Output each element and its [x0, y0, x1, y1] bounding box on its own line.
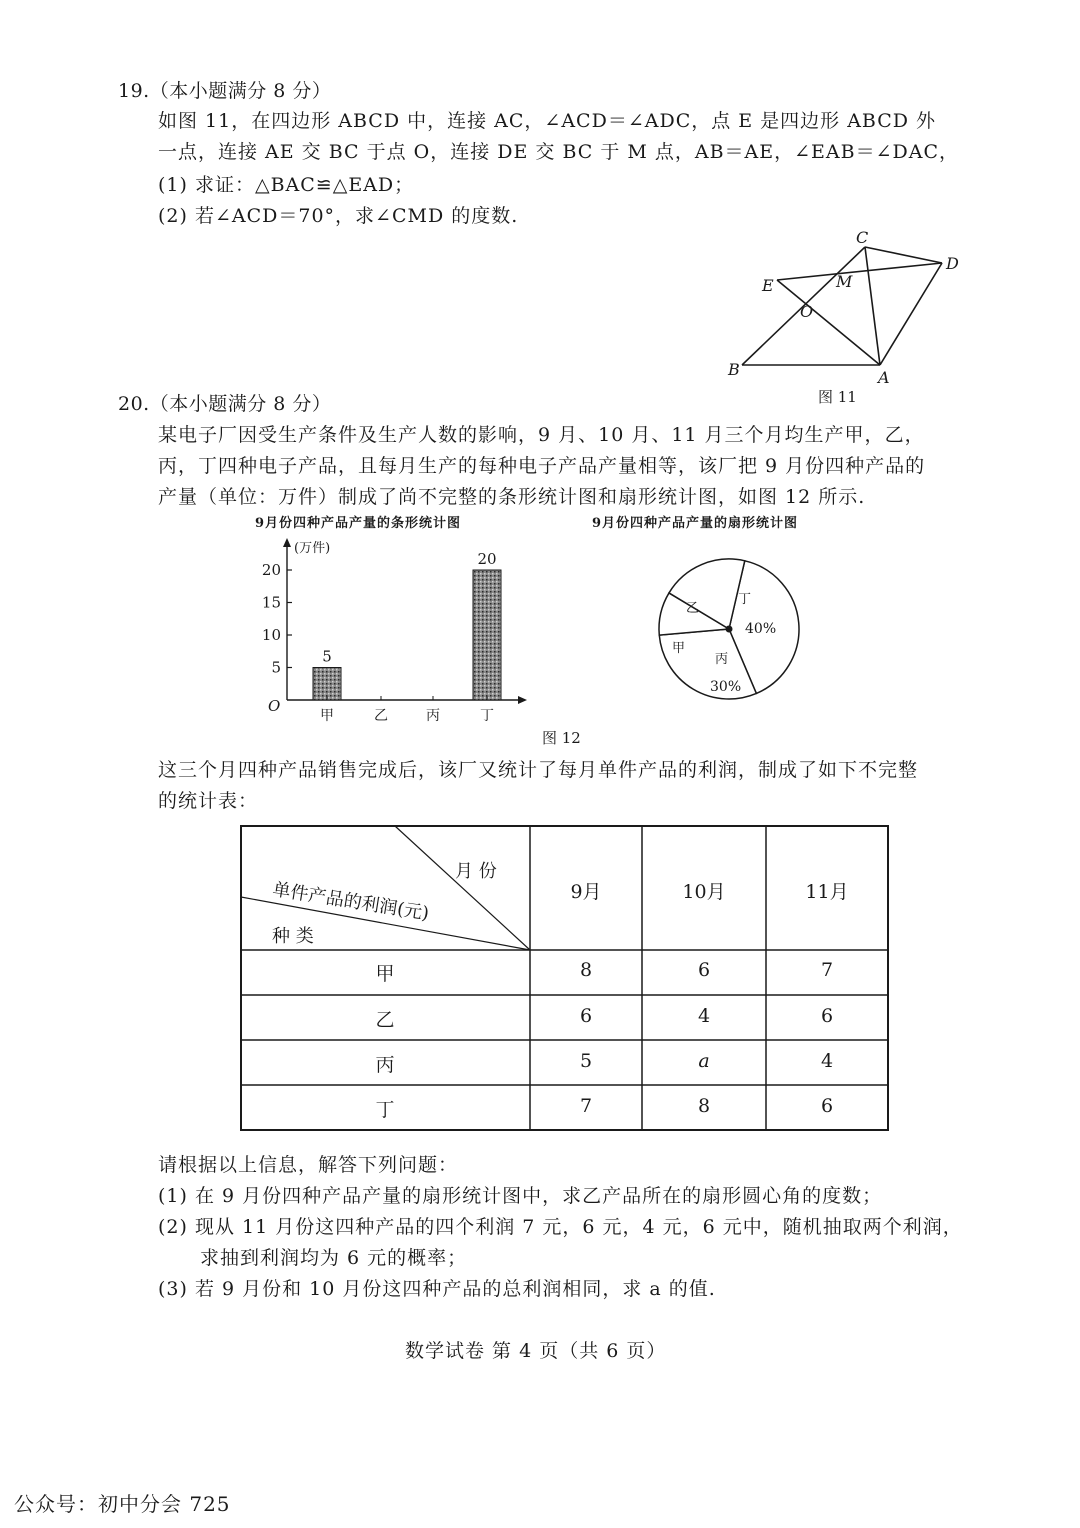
figure-11-caption: 图 11 [818, 388, 857, 406]
point-label-E: E [762, 276, 774, 295]
q19-header: 19.（本小题满分 8 分） [118, 80, 332, 102]
q20-ask: 请根据以上信息，解答下列问题： [158, 1154, 459, 1176]
pie-chart [650, 555, 810, 705]
q19-text-line2: 一点，连接 AE 交 BC 于点 O，连接 DE 交 BC 于 M 点，AB＝AE，∠EAB＝∠DAC， [158, 141, 960, 163]
table-cell: 4 [697, 1005, 711, 1027]
x-axis-arrow [518, 696, 527, 704]
point-label-D: D [946, 254, 959, 273]
column-header-sep: 9月 [570, 881, 602, 903]
point-label-C: C [856, 228, 869, 247]
corner-header-type: 种 类 [272, 926, 314, 947]
q20-after-chart-line2: 的统计表： [158, 790, 259, 812]
row-header-bing: 丙 [375, 1054, 395, 1076]
origin-label: O [268, 697, 281, 715]
column-header-oct: 10月 [682, 881, 726, 903]
x-category-label: 乙 [374, 708, 388, 724]
q20-header: 20.（本小题满分 8 分） [118, 393, 332, 415]
segment-DA [880, 263, 942, 365]
row-header-ding: 丁 [375, 1099, 395, 1121]
pie-percent-bing: 30% [710, 679, 742, 695]
table-cell: 7 [820, 959, 834, 981]
x-category-label: 甲 [320, 708, 334, 724]
x-category-label: 丙 [426, 708, 440, 724]
figure-11 [720, 225, 970, 405]
pie-chart-title: 9月份四种产品产量的扇形统计图 [592, 516, 799, 531]
table-cell-unknown-a: a [698, 1050, 710, 1072]
pie-label-ding: 丁 [738, 592, 752, 607]
table-cell: 4 [820, 1050, 834, 1072]
bar-chart-title: 9月份四种产品产量的条形统计图 [255, 516, 462, 531]
y-tick-label: 10 [261, 626, 281, 644]
q20-text-line1: 某电子厂因受生产条件及生产人数的影响，9 月、10 月、11 月三个月均生产甲，乙， [158, 424, 925, 446]
y-axis-unit-label: (万件) [294, 541, 331, 556]
q19-subquestion-1: (1) 求证：△BAC≌△EAD； [158, 174, 415, 196]
row-header-jia: 甲 [375, 963, 395, 985]
column-header-nov: 11月 [805, 881, 849, 903]
y-tick-label: 5 [271, 658, 281, 677]
y-tick-label: 20 [261, 561, 281, 579]
y-tick-label: 15 [261, 593, 281, 612]
q20-part-3: (3) 若 9 月份和 10 月份这四种产品的总利润相同，求 a 的值. [158, 1278, 716, 1300]
table-cell: 8 [697, 1095, 711, 1117]
point-label-A: A [878, 368, 890, 387]
pie-label-bing: 丙 [715, 652, 729, 667]
pie-percent-ding: 40% [745, 621, 777, 637]
point-label-O: O [800, 302, 814, 321]
table-cell: 6 [579, 1005, 593, 1027]
segment-ED [777, 263, 942, 280]
table-cell: 6 [697, 959, 711, 981]
table-cell: 6 [820, 1005, 834, 1027]
table-cell: 7 [579, 1095, 593, 1117]
row-header-yi: 乙 [375, 1009, 395, 1031]
q19-subquestion-2: (2) 若∠ACD＝70°，求∠CMD 的度数. [158, 205, 519, 227]
pie-center-dot [726, 626, 733, 633]
q20-text-line2: 丙，丁四种电子产品，且每月生产的每种电子产品产量相等，该厂把 9 月份四种产品的 [158, 455, 926, 477]
pie-label-jia: 甲 [672, 641, 686, 656]
corner-header-month: 月 份 [455, 861, 497, 882]
pie-label-yi: 乙 [686, 601, 700, 616]
page-footer: 数学试卷 第 4 页（共 6 页） [405, 1340, 667, 1362]
segment-EA [777, 280, 880, 365]
q20-part-1: (1) 在 9 月份四种产品产量的扇形统计图中，求乙产品所在的扇形圆心角的度数； [158, 1185, 883, 1207]
profit-table [240, 825, 889, 1131]
figure-12-caption: 图 12 [542, 729, 581, 747]
q20-part-2-line1: (2) 现从 11 月份这四种产品的四个利润 7 元，6 元，4 元，6 元中，随机抽取两个利润， [158, 1216, 963, 1238]
q19-text-line1: 如图 11，在四边形 ABCD 中，连接 AC，∠ACD＝∠ADC，点 E 是四边形 ABCD 外 [158, 110, 937, 132]
y-axis-arrow [283, 538, 291, 547]
point-label-B: B [728, 360, 740, 379]
bar-value-label: 5 [322, 647, 332, 666]
q20-after-chart-line1: 这三个月四种产品销售完成后，该厂又统计了每月单件产品的利润，制成了如下不完整 [158, 759, 919, 781]
corner-header-profit: 单件产品的利润(元) [271, 878, 431, 925]
segment-CA [865, 247, 880, 365]
x-category-label: 丁 [480, 708, 494, 724]
watermark-text: 公众号：初中分会 725 [14, 1492, 231, 1516]
bar-value-label: 20 [477, 550, 497, 568]
table-cell: 6 [820, 1095, 834, 1117]
bar-0 [313, 668, 341, 701]
table-cell: 5 [579, 1050, 593, 1072]
bar-3 [473, 570, 501, 700]
corner-diagonal-1 [395, 826, 530, 950]
point-label-M: M [836, 272, 853, 291]
q20-part-2-line2: 求抽到利润均为 6 元的概率； [200, 1247, 468, 1269]
bar-chart [250, 535, 550, 730]
segment-CD [865, 247, 942, 263]
q20-text-line3: 产量（单位：万件）制成了尚不完整的条形统计图和扇形统计图，如图 12 所示. [158, 486, 866, 508]
table-cell: 8 [579, 959, 593, 981]
